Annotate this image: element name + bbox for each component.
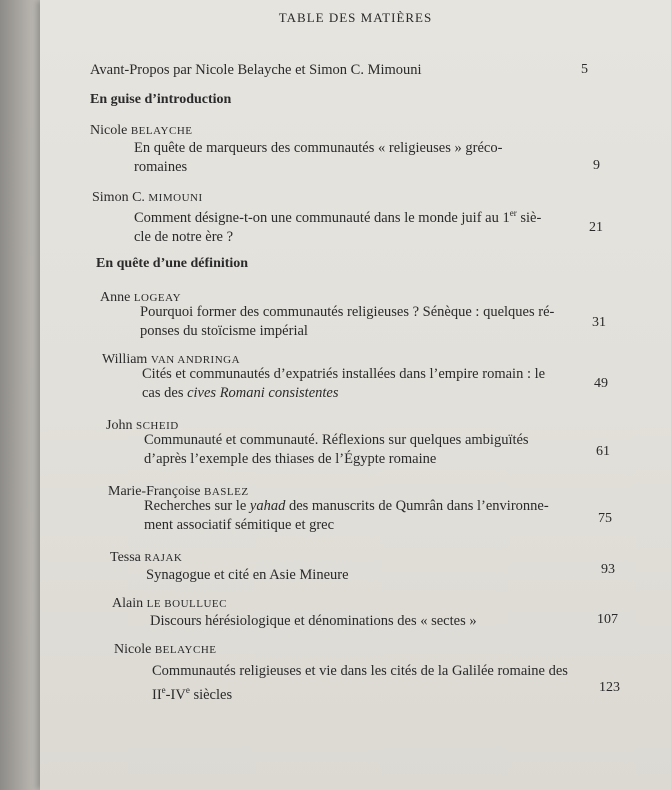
preface-text: Avant-Propos par Nicole Belayche et Simon C. Mimouni [90,62,422,78]
entry-page: 21 [589,220,603,235]
entry-author: Alain LE BOULLUEC [112,596,227,611]
entry-author: Marie-Françoise BASLEZ [108,484,249,499]
entry-author: William VAN ANDRINGA [102,352,241,367]
entry-title: Comment désigne-t-on une communauté dans le monde juif au 1er siè- cle de notre ère ? [134,208,542,245]
entry-title: Recherches sur le yahad des manuscrits de Qumrân dans l’environne- ment associatif sémitique et grec [144,498,549,533]
entry-page: 123 [599,680,620,695]
entry-author: Anne LOGEAY [100,290,182,305]
entry-page: 75 [598,511,612,526]
entry-page: 31 [592,315,606,330]
section-heading-introduction: En guise d’introduction [90,92,232,107]
entry-page: 93 [601,562,615,577]
entry-author: Nicole BELAYCHE [114,642,217,657]
preface-page: 5 [581,62,588,77]
book-page [40,0,671,790]
entry-title: Pourquoi former des communautés religieuses ? Sénèque : quelques ré- ponses du stoïcisme impérial [140,304,555,339]
entry-title: Communautés religieuses et vie dans les cités de la Galilée romaine des IIe-IVe siècles [152,663,568,703]
entry-author: Tessa RAJAK [110,550,183,565]
entry-title: En quête de marqueurs des communautés « religieuses » gréco- romaines [134,140,503,175]
entry-title: Cités et communautés d’expatriés installées dans l’empire romain : le cas des cives Romani consistentes [142,366,546,401]
entry-title: Communauté et communauté. Réflexions sur quelques ambiguïtés d’après l’exemple des thiases de l’Égypte romaine [144,432,529,467]
section-heading-definition: En quête d’une définition [96,256,249,271]
entry-title: Synagogue et cité en Asie Mineure [146,567,349,583]
entry-author: Nicole BELAYCHE [90,123,193,138]
entry-page: 61 [596,444,610,459]
page-title: TABLE DES MATIÈRES [278,10,433,25]
entry-author: Simon C. MIMOUNI [92,190,203,205]
entry-title: Discours hérésiologique et dénominations des « sectes » [150,613,477,629]
entry-page: 107 [597,612,618,627]
entry-page: 9 [593,158,600,173]
entry-page: 49 [594,376,608,391]
entry-author: John SCHEID [106,418,179,433]
